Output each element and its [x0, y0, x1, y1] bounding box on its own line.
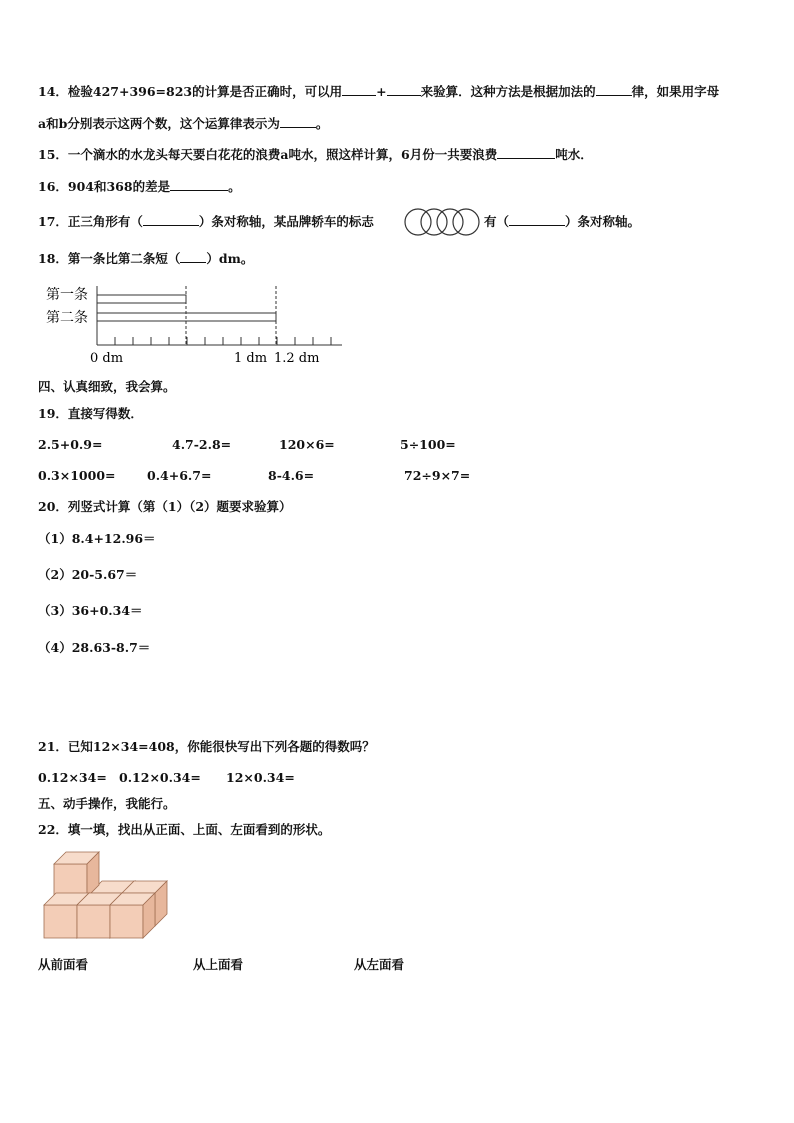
q22-label-left: 从左面看 [354, 957, 405, 972]
q14-line1 [38, 83, 719, 100]
q18-text-a: 18．第一条比第二条短（ [38, 251, 181, 266]
q17-blank-1[interactable] [143, 213, 199, 226]
q20-title: 20．列竖式计算（第（1）（2）题要求验算） [38, 499, 292, 514]
q18-text-b: ）dm。 [206, 251, 254, 266]
q20-item-3: （3）36+0.34＝ [38, 603, 143, 618]
q14-text-e: 。 [315, 116, 329, 131]
q16-line [38, 178, 241, 195]
q17-blank-2[interactable] [509, 213, 565, 226]
q14-text-a: 14．检验427+396=823的计算是否正确时，可以用 [38, 84, 343, 99]
q18-bar-first [97, 295, 186, 303]
q20-item-2: （2）20-5.67＝ [38, 567, 138, 582]
q18-label-first: 第一条 [46, 287, 88, 303]
cube [54, 852, 99, 897]
q19-r2-c4: 72÷9×7= [404, 468, 471, 483]
q17-text-d: ）条对称轴。 [565, 214, 641, 229]
q14-text-b: 来验算．这种方法是根据加法的 [420, 84, 596, 99]
q16-blank[interactable] [170, 178, 228, 191]
q18-ruler-diagram [40, 282, 360, 372]
q14-blank-1[interactable] [342, 83, 376, 96]
q15-text-b: 吨水． [555, 147, 593, 162]
q17-line [38, 213, 374, 230]
q17-line-b [484, 213, 640, 230]
q18-tick-1: 1 dm [234, 351, 268, 366]
q14-plus: + [376, 84, 387, 99]
q19-title: 19．直接写得数． [38, 406, 143, 421]
q17-text-c: 有（ [484, 214, 510, 229]
section-4-heading: 四、认真细致，我会算。 [38, 379, 176, 394]
q19-r2-c2: 0.4+6.7= [147, 468, 212, 483]
q22-title: 22．填一填，找出从正面、上面、左面看到的形状。 [38, 822, 331, 837]
cube [110, 893, 155, 938]
q15-line [38, 146, 593, 163]
q14-blank-3[interactable] [596, 83, 632, 96]
q20-item-4: （4）28.63-8.7＝ [38, 640, 151, 655]
q14-line2 [38, 115, 328, 132]
q18-tick-2: 1.2 dm [274, 351, 320, 366]
q18-line [38, 250, 253, 267]
q16-text-a: 16．904和368的差是 [38, 179, 171, 194]
q14-text-d: a和b分别表示这两个数，这个运算律表示为 [38, 116, 280, 131]
q18-ruler-ticks [97, 337, 331, 345]
section-5-heading: 五、动手操作，我能行。 [38, 796, 176, 811]
q21-title: 21．已知12×34=408，你能很快写出下列各题的得数吗？ [38, 739, 375, 754]
q16-text-b: 。 [228, 179, 241, 194]
q19-r2-c1: 0.3×1000= [38, 468, 116, 483]
q19-r2-c3: 8-4.6= [268, 468, 315, 483]
q21-item-2: 0.12×0.34= [119, 770, 201, 785]
q21-item-1: 0.12×34= [38, 770, 107, 785]
q15-text-a: 15．一个滴水的水龙头每天要白花花的浪费a吨水，照这样计算，6月份一共要浪费 [38, 147, 498, 162]
q19-r1-c2: 4.7-2.8= [172, 437, 232, 452]
car-logo-rings-icon [402, 207, 484, 237]
q15-blank[interactable] [497, 146, 555, 159]
q22-label-top: 从上面看 [193, 957, 244, 972]
q14-text-c: 律，如果用字母 [631, 84, 720, 99]
q18-label-second: 第二条 [46, 310, 88, 326]
q18-tick-0: 0 dm [90, 351, 124, 366]
q14-blank-4[interactable] [280, 115, 316, 128]
q14-blank-2[interactable] [387, 83, 421, 96]
q19-r1-c1: 2.5+0.9= [38, 437, 103, 452]
q18-blank[interactable] [180, 250, 206, 263]
q19-r1-c4: 5÷100= [400, 437, 456, 452]
q20-item-1: （1）8.4+12.96＝ [38, 531, 156, 546]
q22-label-front: 从前面看 [38, 957, 89, 972]
q21-item-3: 12×0.34= [226, 770, 295, 785]
q19-r1-c3: 120×6= [279, 437, 335, 452]
q22-cube-figure [40, 848, 175, 944]
q17-text-a: 17．正三角形有（ [38, 214, 143, 229]
q17-text-b: ）条对称轴，某品牌轿车的标志 [198, 214, 374, 229]
